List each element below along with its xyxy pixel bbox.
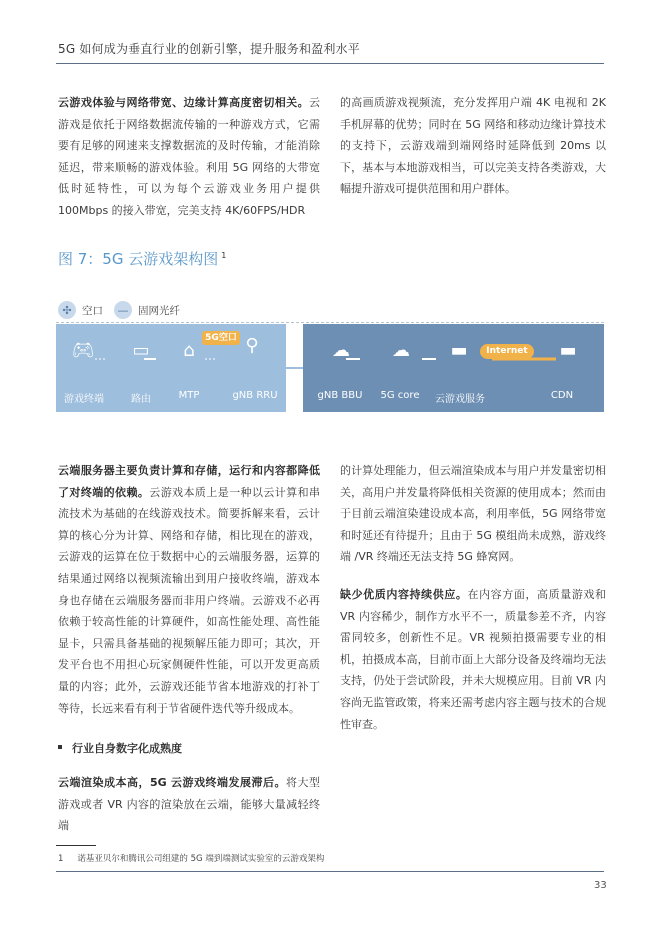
legend-item-fiber (114, 301, 180, 319)
air-interface-icon: ✣ (58, 301, 76, 319)
node-label-core: 5G core (380, 390, 420, 401)
cdn-server-icon: ▬ (559, 340, 577, 361)
cloud-game-server-icon: ▬ (450, 340, 468, 361)
content-text: 在内容方面，高质量游戏和 VR 内容稀少，制作方水平不一，质量参差不齐，内容雷同较多，创新性不足。VR 视频拍摄需要专业的相机，拍摄成本高，目前市面上大部分设备及终端均无法支持，仍处于尝试阶段，并未大规模应用。目前 VR 内容尚无监管政策，将来还需考虑内容主题与技术的合规性审查。 (340, 588, 606, 731)
servers-text: 云游戏本质上是一种以云计算和串流技术为基础的在线游戏技术。简要拆解来看，云计算的核心分为计算、网络和存储，相比现在的游戏，云游戏的运算在位于数据中心的云端服务器，运算的结果通过网络以视频流输出到用户接收终端，游戏本身也存储在云端服务器而非用户终端。云游戏不必再依赖于较高性能的计算硬件，如高性能处理、高性能显卡，只需具备基础的视频解压能力即可；其次，开发平台也不用担心玩家侧硬件性能，可以开发更高质量的内容；此外，云游戏还能节省本地游戏的打补丁等待，长远来看有利于节省硬件迭代等升级成本。 (58, 485, 321, 715)
mtp-icon: ⌂ (183, 340, 195, 361)
footnote-divider (56, 845, 96, 846)
servers-lead: 云端服务器主要负责计算和存储，运行和内容都降低了对终端的依赖。 (58, 464, 320, 499)
intro-left-text: 云游戏是依托于网络数据流传输的一种游戏方式，它需要有足够的网速来支撑数据流的及时传输，才能消除延迟，带来顺畅的游戏体验。利用 5G 网络的大带宽低时延特性，可以为每个云游戏业务用户提供 100Mbps 的接入带宽，完美支持 4K/60FPS/HDR (58, 96, 320, 217)
bbu-cloud-icon: ☁︎ (332, 340, 350, 361)
figure-title-text: 图 7：5G 云游戏架构图 (58, 250, 219, 268)
content-lead: 缺少优质内容持续供应。 (340, 588, 468, 601)
node-label-terminal: 游戏终端 (64, 394, 104, 405)
header-divider (56, 63, 604, 64)
internet-tag: Internet (480, 344, 534, 359)
router-icon: ▭ (132, 340, 150, 361)
antenna-icon: ⚲ (245, 335, 259, 356)
diagram-divider (56, 322, 604, 323)
intro-lead: 云游戏体验与网络带宽、边缘计算高度密切相关。 (58, 96, 309, 109)
fiber-icon: — (114, 301, 132, 319)
rendering-paragraph (58, 772, 320, 837)
page-number: 33 (594, 880, 607, 891)
node-label-router: 路由 (131, 394, 151, 405)
rendering-lead: 云端渲染成本高，5G 云游戏终端发展滞后。 (58, 776, 286, 789)
intro-left-paragraph (58, 92, 320, 222)
intro-right-paragraph: 的高画质游戏视频流，充分发挥用户端 4K 电视和 2K 手机屏幕的优势；同时在 5G 网络和移动边缘计算技术的支持下，云游戏端到端网络时延降低到 20ms 以下，基本与本地游戏相当，可以完美支持各类游戏，大幅提升游戏可提供范围和用户群体。 (340, 96, 606, 196)
node-label-bbu: gNB BBU (317, 390, 363, 401)
figure-title (58, 248, 226, 269)
core-cloud-icon: ☁︎ (392, 340, 410, 361)
section-bullet (58, 740, 182, 756)
node-label-mtp: MTP (178, 390, 200, 401)
node-label-cloud-game: 云游戏服务 (435, 394, 485, 405)
footnote-text: 诺基亚贝尔和腾讯公司组建的 5G 端到端测试实验室的云游戏架构 (77, 854, 325, 864)
bullet-square (58, 745, 62, 749)
content-paragraph (340, 584, 606, 735)
node-label-rru: gNB RRU (232, 390, 278, 401)
running-header: 5G 如何成为垂直行业的创新引擎，提升服务和盈利水平 (58, 42, 360, 56)
footnote (58, 852, 324, 864)
legend-label-fiber: 固网光纤 (138, 304, 180, 317)
5g-air-tag: 5G空口 (202, 331, 240, 345)
section-bullet-text: 行业自身数字化成熟度 (72, 742, 182, 755)
game-terminal-icon: 🎮︎ (71, 340, 95, 361)
footer-divider (56, 871, 604, 872)
legend-label-air: 空口 (82, 304, 103, 317)
footnote-number: 1 (58, 854, 64, 864)
node-label-cdn: CDN (550, 390, 574, 401)
servers-paragraph (58, 460, 320, 719)
legend-item-air (58, 301, 103, 319)
footnote-ref: 1 (221, 251, 227, 260)
rendering-continued-paragraph: 的计算处理能力，但云端渲染成本与用户并发量密切相关，高用户并发量将降低相关资源的使用成本；然而由于目前云端渲染建设成本高，利用率低，5G 网络带宽和时延还有待提升；且由于 5G 模组尚未成熟，游戏终端 /VR 终端还无法支持 5G 蜂窝网。 (340, 464, 606, 564)
rendering-text: 将大型游戏或者 VR 内容的渲染放在云端，能够大量减轻终端 (58, 776, 320, 833)
